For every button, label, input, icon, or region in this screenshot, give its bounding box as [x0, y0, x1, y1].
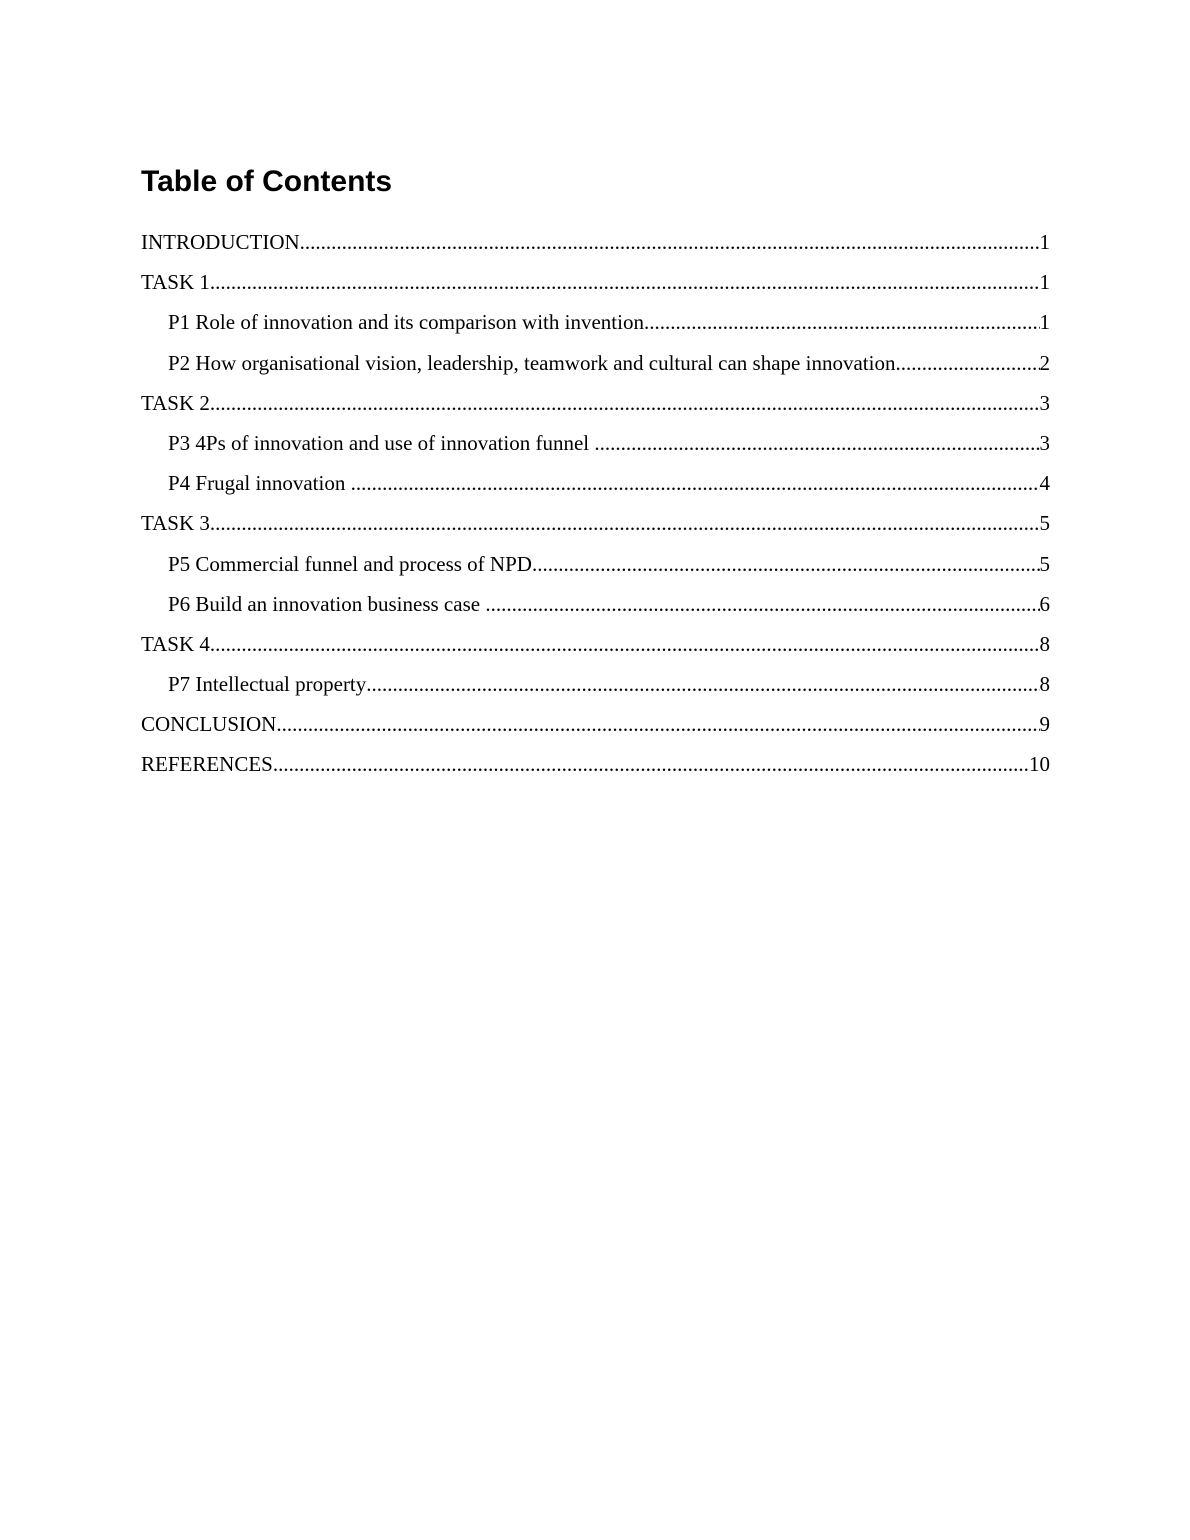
- toc-entry-title: TASK 1: [141, 270, 210, 295]
- toc-entry-page: 8: [1039, 672, 1050, 697]
- toc-leader-dots: [351, 468, 1040, 498]
- toc-entry-task-3[interactable]: [141, 508, 1050, 548]
- toc-entry-page: 6: [1039, 591, 1050, 616]
- toc-leader-dots: [210, 267, 1040, 297]
- toc-heading: Table of Contents: [141, 165, 393, 198]
- toc-entry-title: P6 Build an innovation business case: [168, 591, 486, 616]
- toc-entry-title: P1 Role of innovation and its comparison with invention: [168, 310, 644, 335]
- toc-leader-dots: [300, 227, 1040, 257]
- toc-list: [141, 227, 1050, 790]
- toc-entry-page: 1: [1039, 270, 1050, 295]
- toc-entry-page: 8: [1039, 631, 1050, 656]
- toc-entry-page: 4: [1039, 471, 1050, 496]
- toc-entry-page: 10: [1029, 752, 1050, 777]
- toc-entry-title: INTRODUCTION: [141, 230, 300, 254]
- toc-entry-page: 3: [1039, 390, 1050, 415]
- toc-entry-page: 5: [1039, 511, 1050, 536]
- toc-leader-dots: [210, 388, 1040, 418]
- toc-entry-title: P2 How organisational vision, leadership, teamwork and cultural can shape innovation: [168, 350, 896, 375]
- toc-leader-dots: [273, 749, 1029, 779]
- toc-entry-task-4[interactable]: [141, 629, 1050, 669]
- toc-entry-page: 9: [1039, 712, 1050, 737]
- toc-leader-dots: [485, 589, 1039, 619]
- toc-entry-title: P4 Frugal innovation: [168, 471, 351, 496]
- toc-entry-page: 5: [1039, 551, 1050, 576]
- toc-entry-page: 2: [1039, 350, 1050, 375]
- toc-entry-introduction[interactable]: [141, 227, 1050, 267]
- toc-entry-page: 1: [1039, 230, 1050, 254]
- toc-entry-p7[interactable]: [141, 669, 1050, 709]
- toc-entry-p4[interactable]: [141, 468, 1050, 508]
- toc-entry-p6[interactable]: [141, 589, 1050, 629]
- toc-leader-dots: [210, 629, 1040, 659]
- toc-leader-dots: [366, 669, 1039, 699]
- toc-leader-dots: [276, 709, 1039, 739]
- toc-entry-title: CONCLUSION: [141, 712, 277, 737]
- toc-entry-page: 3: [1039, 430, 1050, 455]
- toc-entry-conclusion[interactable]: [141, 709, 1050, 749]
- toc-entry-task-1[interactable]: [141, 267, 1050, 307]
- toc-entry-p5[interactable]: [141, 549, 1050, 589]
- toc-entry-title: P3 4Ps of innovation and use of innovation funnel: [168, 430, 595, 455]
- toc-entry-p1[interactable]: [141, 307, 1050, 347]
- toc-entry-title: TASK 4: [141, 631, 210, 656]
- toc-entry-references[interactable]: [141, 749, 1050, 789]
- toc-leader-dots: [210, 508, 1040, 538]
- toc-leader-dots: [895, 348, 1039, 378]
- toc-entry-p2[interactable]: [141, 348, 1050, 388]
- toc-entry-task-2[interactable]: [141, 388, 1050, 428]
- toc-entry-p3[interactable]: [141, 428, 1050, 468]
- toc-leader-dots: [594, 428, 1039, 458]
- toc-entry-title: P5 Commercial funnel and process of NPD: [168, 551, 532, 576]
- toc-entry-title: REFERENCES: [141, 752, 273, 777]
- toc-leader-dots: [532, 549, 1040, 579]
- toc-entry-title: P7 Intellectual property: [168, 672, 367, 697]
- toc-entry-page: 1: [1039, 310, 1050, 335]
- toc-entry-title: TASK 2: [141, 390, 210, 415]
- toc-leader-dots: [644, 307, 1040, 337]
- toc-entry-title: TASK 3: [141, 511, 210, 536]
